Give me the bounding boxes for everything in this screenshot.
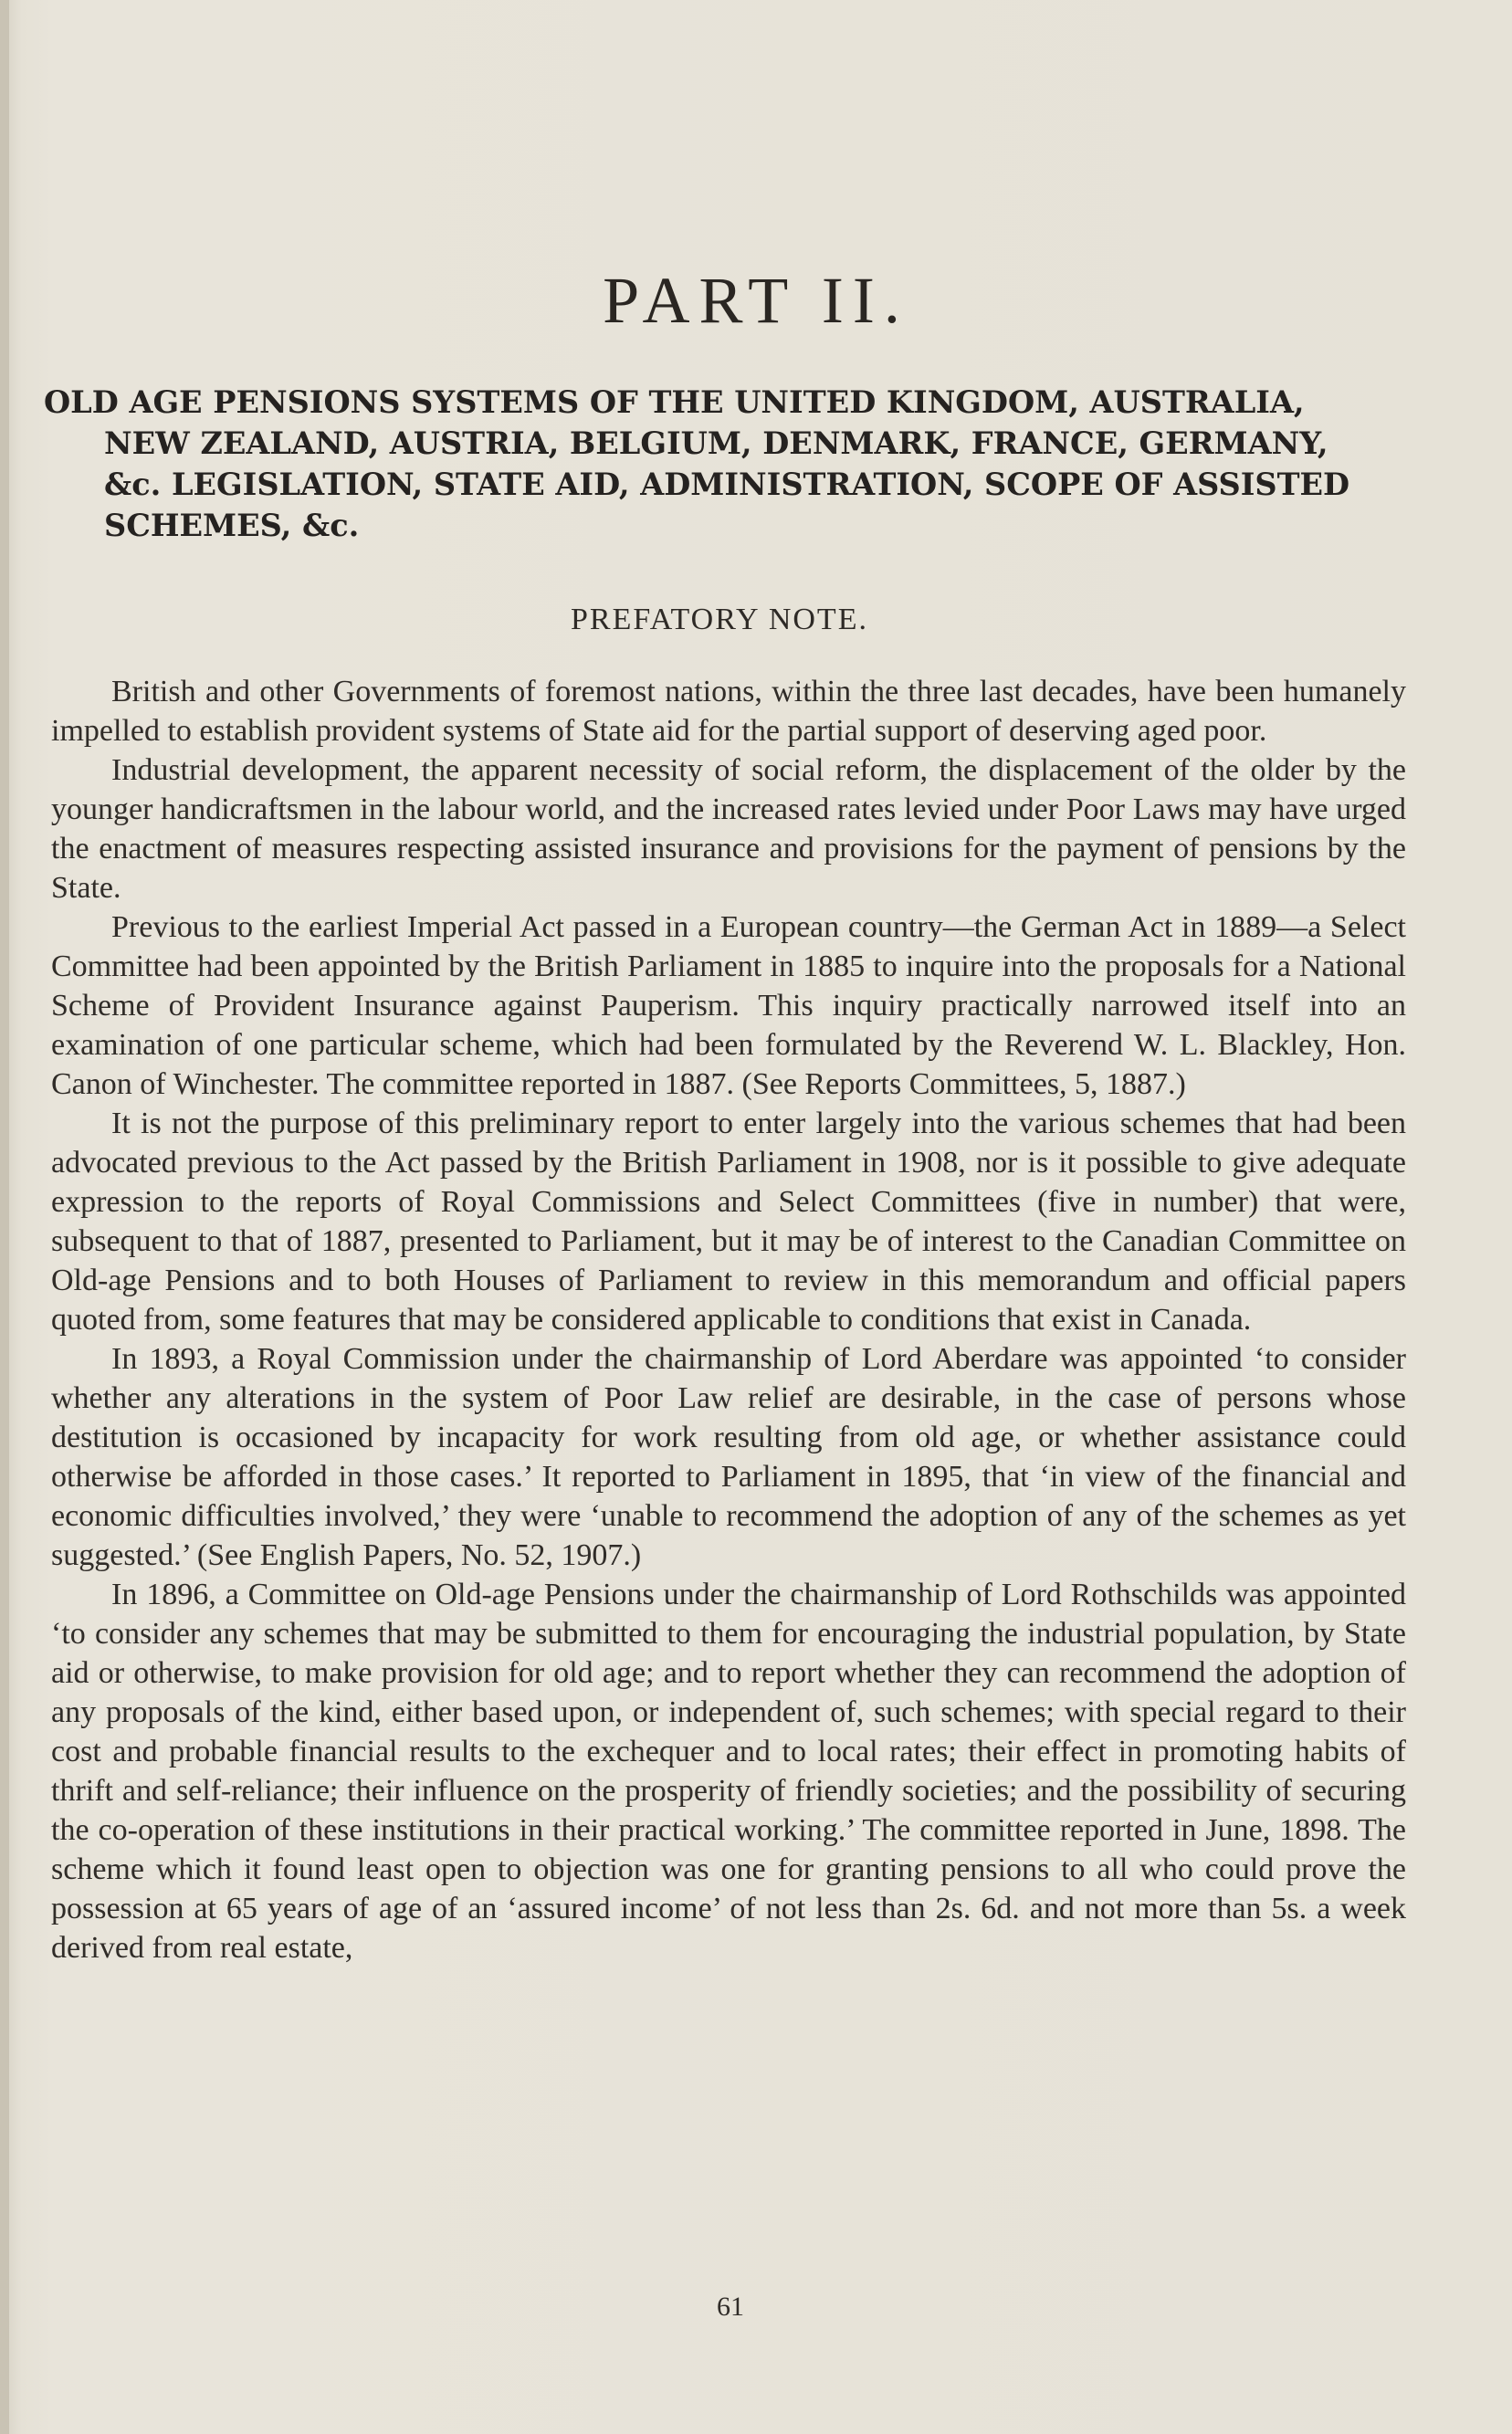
- body-text: [51, 672, 1406, 1967]
- paragraph: Industrial development, the apparent necessity of social reform, the displacement of the older by the younger handicraftsmen in the labour world, and the increased rates levied under Poor Laws may have urged the enactment of measures respecting assisted insurance and provisions for the payment of pensions by the State.: [51, 753, 1406, 905]
- paragraph: British and other Governments of foremost nations, within the three last decades, have been humanely impelled to establish provident systems of State aid for the partial support of deserving aged poor.: [51, 675, 1406, 748]
- prefatory-note-title: PREFATORY NOTE.: [571, 603, 868, 636]
- paragraph: In 1893, a Royal Commission under the chairmanship of Lord Aberdare was appointed ‘to consider whether any alterations in the system of Poor Law relief are desirable, in the case of persons whose destitution is occasioned by incapacity for work resulting from old age, or whether assistance could otherwise be afforded in those cases.’ It reported to Parliament in 1895, that ‘in view of the financial and economic difficulties involved,’ they were ‘unable to recommend the adoption of any of the schemes as yet suggested.’ (See English Papers, No. 52, 1907.): [51, 1342, 1406, 1572]
- heading-line: SCHEMES, &c.: [104, 508, 360, 543]
- paragraph: Previous to the earliest Imperial Act passed in a European country—the German Act in 1889—a Select Committee had been appointed by the British Parliament in 1885 to inquire into the proposals for a National Scheme of Provident Insurance against Pauperism. This inquiry practically narrowed itself into an examination of one particular scheme, which had been formulated by the Reverend W. L. Blackley, Hon. Canon of Winchester. The committee reported in 1887. (See Reports Committees, 5, 1887.): [51, 910, 1406, 1101]
- heading-line: &c. LEGISLATION, STATE AID, ADMINISTRATION, SCOPE OF ASSISTED: [104, 467, 1350, 502]
- paragraph: In 1896, a Committee on Old-age Pensions under the chairmanship of Lord Rothschilds was appointed ‘to consider any schemes that may be submitted to them for encouraging the industrial population, by State aid or otherwise, to make provision for old age; and to report whether they can recommend the adoption of any proposals of the kind, either based upon, or independent of, such schemes; with special regard to their cost and probable financial results to the exchequer and to local rates; their effect in promoting habits of thrift and self-reliance; their influence on the prosperity of friendly societies; and the possibility of securing the co-operation of these institutions in their practical working.’ The committee reported in June, 1898. The scheme which it found least open to objection was one for granting pensions to all who could prove the possession at 65 years of age of an ‘assured income’ of not less than 2s. 6d. and not more than 5s. a week derived from real estate,: [51, 1578, 1406, 1965]
- heading-line: OLD AGE PENSIONS SYSTEMS OF THE UNITED KINGDOM, AUSTRALIA,: [44, 384, 1305, 420]
- section-heading: [44, 382, 1404, 546]
- page-number: 61: [717, 2292, 744, 2322]
- heading-line: NEW ZEALAND, AUSTRIA, BELGIUM, DENMARK, FRANCE, GERMANY,: [104, 425, 1328, 461]
- part-title: PART II.: [603, 264, 909, 337]
- page-spine-shadow: [0, 0, 9, 2434]
- paragraph: It is not the purpose of this preliminary report to enter largely into the various schemes that had been advocated previous to the Act passed by the British Parliament in 1908, nor is it possible to give adequate expression to the reports of Royal Commissions and Select Committees (five in number) that were, subsequent to that of 1887, presented to Parliament, but it may be of interest to the Canadian Committee on Old-age Pensions and to both Houses of Parliament to review in this memorandum and official papers quoted from, some features that may be considered applicable to conditions that exist in Canada.: [51, 1107, 1406, 1337]
